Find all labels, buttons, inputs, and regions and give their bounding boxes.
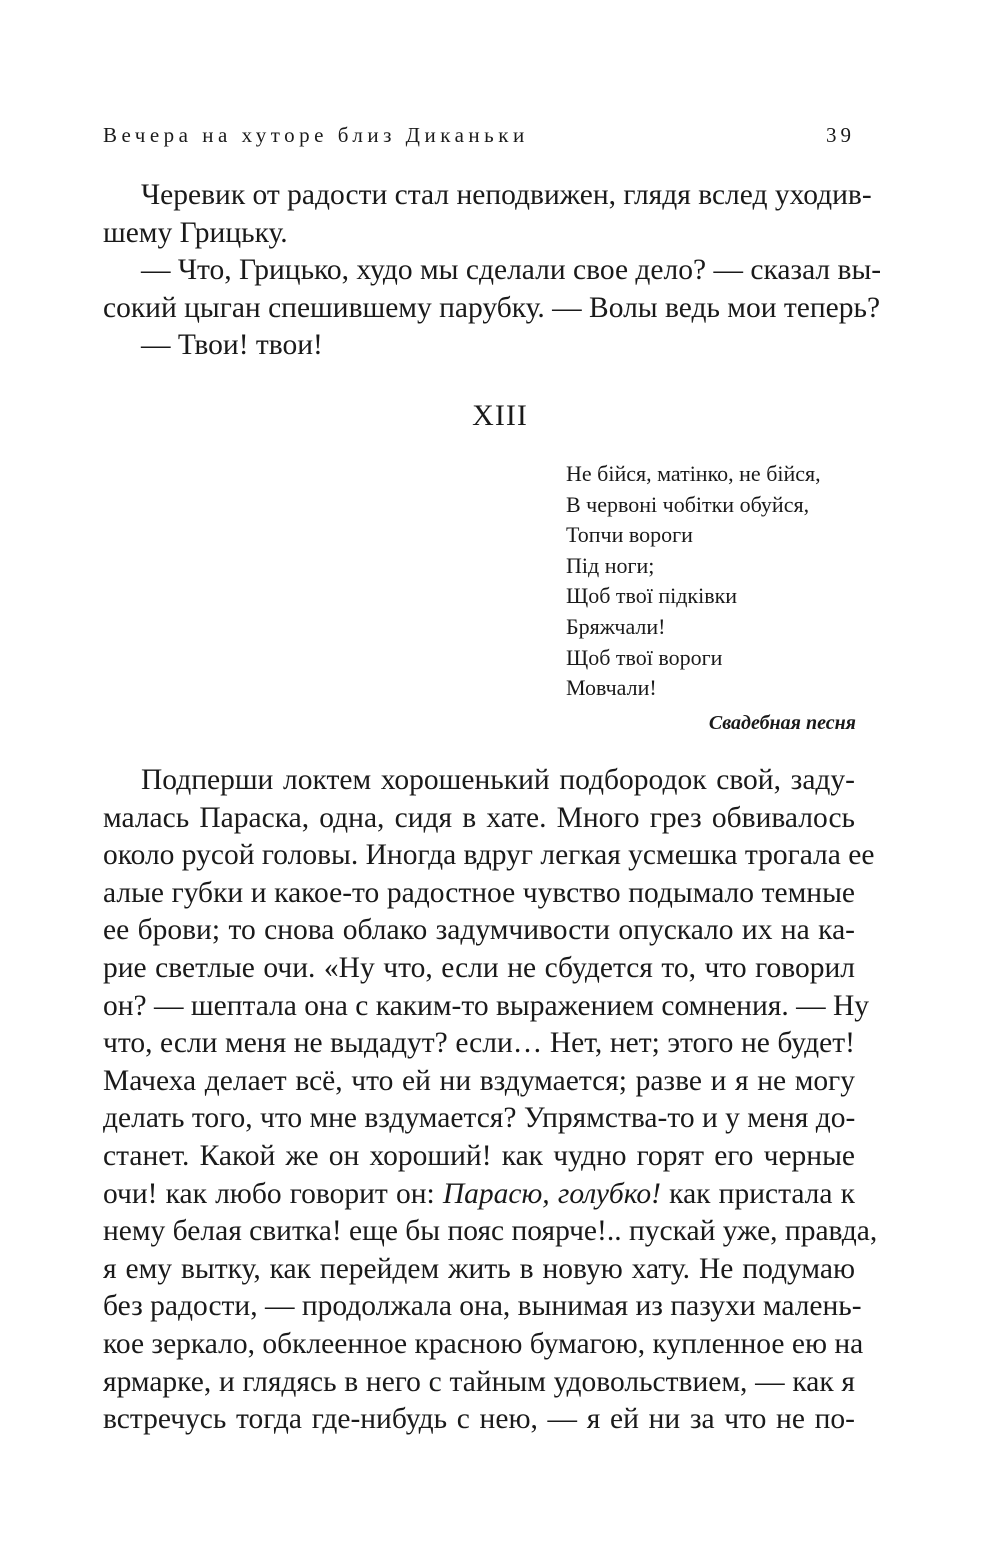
paragraph-line: Мачеха делает всё, что ей ни вздумается; разве и я не могу (103, 1064, 855, 1097)
epigraph-line: Топчи вороги (566, 522, 693, 548)
paragraph-line: ее брови; то снова облако задумчивости опускало их на ка- (103, 914, 855, 947)
epigraph-line: В червоні чобітки обуйся, (566, 491, 810, 517)
paragraph-line: ярмарке, и глядясь в него с тайным удовольствием, — как я (103, 1365, 855, 1398)
chapter-heading: XIII (472, 399, 528, 432)
paragraph-line: — Что, Грицько, худо мы сделали свое дело? — сказал вы- (141, 254, 882, 287)
opening-paragraphs (103, 177, 882, 365)
paragraph-line: шему Грицьку. (103, 216, 288, 249)
epigraph (566, 459, 856, 738)
paragraph-line: кое зеркало, обклеенное красною бумагою, купленное ею на (103, 1327, 864, 1360)
book-title: Вечера на хуторе близ Диканьки (103, 123, 529, 147)
line-text: как пристала к (661, 1177, 855, 1210)
paragraph-line: нему белая свитка! еще бы пояс поярче!.. пускай уже, правда, (103, 1215, 878, 1248)
epigraph-line: Мовчали! (566, 675, 657, 701)
paragraph-line: делать того, что мне вздумается? Упрямства-то и у меня до- (103, 1102, 856, 1135)
paragraph-line: без радости, — продолжала она, вынимая из пазухи малень- (103, 1290, 862, 1323)
paragraph-line: около русой головы. Иногда вдруг легкая усмешка трогала ее (103, 839, 875, 872)
epigraph-line: Бряжчали! (566, 613, 666, 639)
paragraph-line: — Твои! твои! (141, 329, 323, 362)
paragraph-line: он? — шептала она с каким-то выражением сомнения. — Ну (103, 989, 870, 1022)
paragraph-line (103, 1176, 855, 1214)
main-paragraph (103, 762, 878, 1439)
paragraph-line: алые губки и какое-то радостное чувство подымало темные (103, 876, 855, 909)
paragraph-line: что, если меня не выдадут? если… Нет, нет; этого не будет! (103, 1027, 855, 1060)
paragraph-line: я ему вытку, как перейдем жить в новую хату. Не подумаю (103, 1252, 855, 1285)
italic-address: Парасю, голубко! (442, 1177, 662, 1210)
epigraph-line: Щоб твої вороги (566, 644, 723, 670)
page-number: 39 (826, 123, 855, 147)
running-head (103, 118, 855, 152)
epigraph-line: Щоб твої підківки (566, 583, 738, 609)
paragraph-line: малась Параска, одна, сидя в хате. Много грез обвивалось (103, 801, 855, 834)
paragraph-line: Черевик от радости стал неподвижен, глядя вслед уходив- (141, 179, 872, 211)
epigraph-line: Під ноги; (566, 552, 655, 578)
line-text: очи! как любо говорит он: (103, 1177, 443, 1210)
paragraph-line: сокий цыган спешившему парубку. — Волы ведь мои теперь? (103, 291, 881, 324)
paragraph-line: встречусь тогда где-нибудь с нею, — я ей ни за что не по- (103, 1403, 855, 1436)
paragraph-line: станет. Какой же он хороший! как чудно горят его черные (103, 1139, 855, 1172)
paragraph-line: рие светлые очи. «Ну что, если не сбудется то, что говорил (103, 951, 855, 984)
paragraph-line: Подперши локтем хорошенький подбородок свой, заду- (141, 764, 855, 796)
epigraph-source: Свадебная песня (708, 711, 856, 734)
epigraph-line: Не бійся, матінко, не бійся, (566, 461, 821, 486)
